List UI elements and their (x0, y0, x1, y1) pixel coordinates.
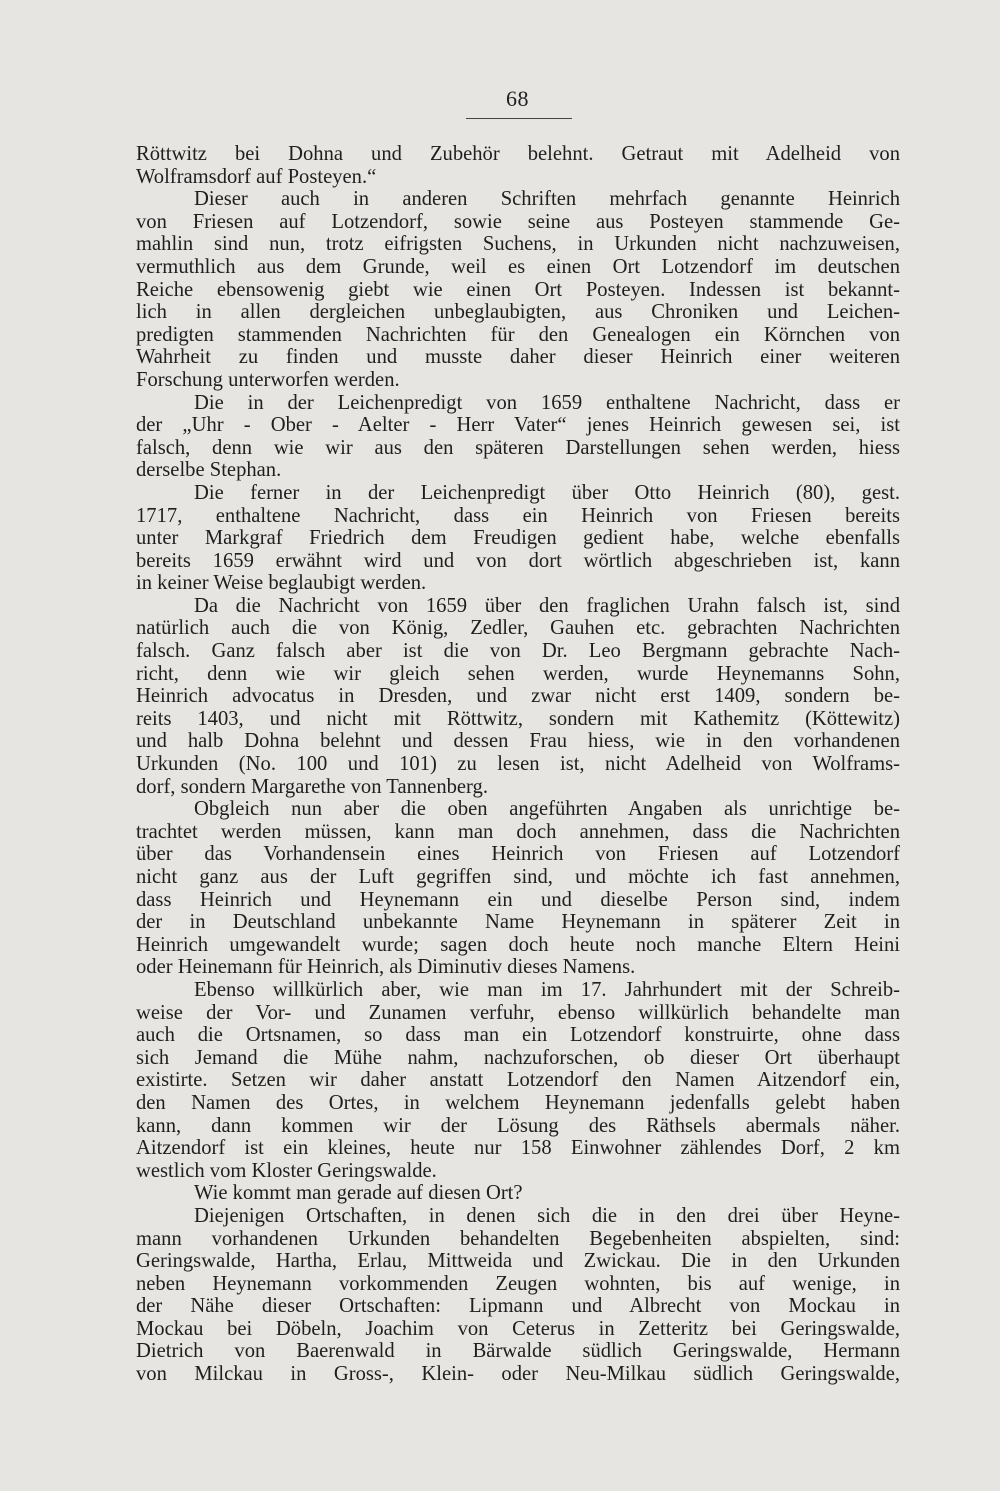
text-line: mahlin sind nun, trotz eifrigsten Suchens, in Urkunden nicht nachzuweisen, (136, 233, 900, 256)
text-line: oder Heinemann für Heinrich, als Diminutiv dieses Namens. (136, 956, 636, 979)
text-line: unter Markgraf Friedrich dem Freudigen gedient habe, welche ebenfalls (136, 527, 900, 550)
text-line: Dieser auch in anderen Schriften mehrfach genannte Heinrich (194, 188, 900, 211)
text-line: von Friesen auf Lotzendorf, sowie seine aus Posteyen stammende Ge- (136, 210, 900, 233)
text-line: der in Deutschland unbekannte Name Heynemann in späterer Zeit in (136, 911, 900, 934)
text-line: Heinrich umgewandelt wurde; sagen doch heute noch manche Eltern Heini (136, 933, 900, 956)
text-line: von Milckau in Gross-, Klein- oder Neu-Milkau südlich Geringswalde, (136, 1363, 900, 1386)
text-line: 1717, enthaltene Nachricht, dass ein Heinrich von Friesen bereits (136, 504, 900, 527)
text-line: richt, denn wie wir gleich sehen werden, wurde Heynemanns Sohn, (136, 662, 900, 685)
text-line: dass Heinrich und Heynemann ein und dieselbe Person sind, indem (136, 888, 900, 911)
body-text (136, 143, 900, 1386)
text-line: Geringswalde, Hartha, Erlau, Mittweida und Zwickau. Die in den Urkunden (136, 1250, 900, 1273)
text-line: über das Vorhandensein eines Heinrich von Friesen auf Lotzendorf (136, 843, 900, 866)
text-line: natürlich auch die von König, Zedler, Gauhen etc. gebrachten Nachrichten (136, 617, 900, 640)
text-line: Da die Nachricht von 1659 über den fraglichen Urahn falsch ist, sind (194, 594, 900, 617)
text-line: Reiche ebensowenig giebt wie einen Ort Posteyen. Indessen ist bekannt- (136, 278, 900, 301)
text-line: Wie kommt man gerade auf diesen Ort? (194, 1182, 523, 1205)
text-line: weise der Vor- und Zunamen verfuhr, ebenso willkürlich behandelte man (136, 1001, 900, 1024)
text-line: Urkunden (No. 100 und 101) zu lesen ist, nicht Adelheid von Wolframs- (136, 753, 900, 776)
text-line: den Namen des Ortes, in welchem Heynemann jedenfalls gelebt haben (136, 1091, 900, 1114)
text-line: Forschung unterworfen werden. (136, 368, 400, 391)
text-line: der Nähe dieser Ortschaften: Lipmann und Albrecht von Mockau in (136, 1295, 900, 1318)
text-line: und halb Dohna belehnt und dessen Frau hiess, wie in den vorhandenen (136, 730, 900, 753)
text-line: falsch. Ganz falsch aber ist die von Dr. Leo Bergmann gebrachte Nach- (136, 640, 900, 663)
text-line: westlich vom Kloster Geringswalde. (136, 1159, 437, 1182)
text-line: Dietrich von Baerenwald in Bärwalde südlich Geringswalde, Hermann (136, 1340, 900, 1363)
text-line: predigten stammenden Nachrichten für den Genealogen ein Körnchen von (136, 323, 900, 346)
text-line: in keiner Weise beglaubigt werden. (136, 572, 427, 595)
text-line: trachtet werden müssen, kann man doch annehmen, dass die Nachrichten (136, 820, 900, 843)
text-line: Aitzendorf ist ein kleines, heute nur 158 Einwohner zählendes Dorf, 2 km (136, 1137, 900, 1160)
text-line: Ebenso willkürlich aber, wie man im 17. Jahrhundert mit der Schreib- (194, 978, 900, 1001)
text-line: auch die Ortsnamen, so dass man ein Lotzendorf konstruirte, ohne dass (136, 1024, 900, 1047)
page-number-rule (466, 118, 572, 119)
text-line: Heinrich advocatus in Dresden, und zwar nicht erst 1409, sondern be- (136, 685, 900, 708)
text-line: vermuthlich aus dem Grunde, weil es einen Ort Lotzendorf im deutschen (136, 255, 900, 278)
text-line: dorf, sondern Margarethe von Tannenberg. (136, 775, 488, 798)
text-line: Obgleich nun aber die oben angeführten Angaben als unrichtige be- (194, 798, 900, 821)
text-line: Diejenigen Ortschaften, in denen sich die in den drei über Heyne- (194, 1204, 900, 1227)
text-line: reits 1403, und nicht mit Röttwitz, sondern mit Kathemitz (Köttewitz) (136, 707, 900, 730)
text-line: Röttwitz bei Dohna und Zubehör belehnt. Getraut mit Adelheid von (136, 143, 900, 165)
text-line: mann vorhandenen Urkunden behandelten Begebenheiten abspielten, sind: (136, 1227, 900, 1250)
text-line: sich Jemand die Mühe nahm, nachzuforschen, ob dieser Ort überhaupt (136, 1046, 900, 1069)
text-line: Wolframsdorf auf Posteyen.“ (136, 165, 377, 188)
text-line: falsch, denn wie wir aus den späteren Darstellungen sehen werden, hiess (136, 436, 900, 459)
text-line: Wahrheit zu finden und musste daher dieser Heinrich einer weiteren (136, 346, 900, 369)
text-line: nicht ganz aus der Luft gegriffen sind, und möchte ich fast annehmen, (136, 866, 900, 888)
page-number: 68 (506, 86, 529, 111)
text-line: kann, dann kommen wir der Lösung des Räthsels abermals näher. (136, 1114, 900, 1137)
text-line: Die ferner in der Leichenpredigt über Otto Heinrich (80), gest. (194, 481, 900, 504)
text-line: bereits 1659 erwähnt wird und von dort wörtlich abgeschrieben ist, kann (136, 549, 900, 572)
text-line: existirte. Setzen wir daher anstatt Lotzendorf den Namen Aitzendorf ein, (136, 1069, 900, 1092)
text-line: neben Heynemann vorkommenden Zeugen wohnten, bis auf wenige, in (136, 1272, 900, 1295)
text-line: derselbe Stephan. (136, 459, 282, 482)
text-line: Die in der Leichenpredigt von 1659 enthaltene Nachricht, dass er (194, 391, 900, 414)
text-line: Mockau bei Döbeln, Joachim von Ceterus in Zetteritz bei Geringswalde, (136, 1317, 900, 1340)
text-line: lich in allen dergleichen unbeglaubigten, aus Chroniken und Leichen- (136, 301, 900, 324)
text-line: der „Uhr - Ober - Aelter - Herr Vater“ jenes Heinrich gewesen sei, ist (136, 414, 900, 437)
